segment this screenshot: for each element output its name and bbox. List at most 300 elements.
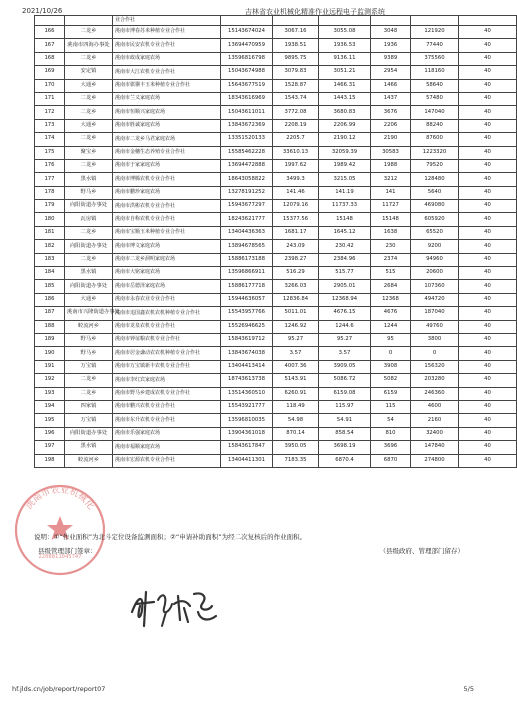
cell-qualified-area: 3.57 bbox=[319, 347, 371, 360]
cell-phone: 15843619712 bbox=[221, 333, 273, 346]
cell-unit-price: 40 bbox=[459, 400, 517, 413]
cell-town: 向阳街道办事处 bbox=[65, 200, 113, 213]
cell-work-area: 2398.27 bbox=[273, 253, 319, 266]
table-row bbox=[35, 454, 517, 467]
cell-phone: 15943677297 bbox=[221, 200, 273, 213]
cell-amount: 1223320 bbox=[411, 146, 459, 159]
cell-coop: 洮南市乐强家庭农场 bbox=[113, 427, 221, 440]
cell-phone: 15585462228 bbox=[221, 146, 273, 159]
cell-unit-price: 40 bbox=[459, 119, 517, 132]
handwritten-signature bbox=[128, 582, 220, 630]
cell-phone: 15944636057 bbox=[221, 293, 273, 306]
cell-work-area: 1938.51 bbox=[273, 39, 319, 52]
cell-work-area: 54.98 bbox=[273, 414, 319, 427]
cell-work-area: 4007.36 bbox=[273, 360, 319, 373]
cell-no: 179 bbox=[35, 200, 65, 213]
cell-unit-price: 40 bbox=[459, 441, 517, 454]
cell-no: 186 bbox=[35, 293, 65, 306]
cell-qualified-area: 2384.96 bbox=[319, 253, 371, 266]
cell-qualified-area: 2206.99 bbox=[319, 119, 371, 132]
cell-town: 野马乡 bbox=[65, 333, 113, 346]
table-row bbox=[35, 159, 517, 172]
cell-phone: 13596866911 bbox=[221, 267, 273, 280]
cell-town: 野马乡 bbox=[65, 186, 113, 199]
cell-phone: 15543957766 bbox=[221, 307, 273, 320]
cell-work-area: 7183.35 bbox=[273, 454, 319, 467]
cell-town: 二龙乡 bbox=[65, 26, 113, 39]
cell-no: 177 bbox=[35, 173, 65, 186]
seal-number: 2208811045747 bbox=[38, 554, 82, 560]
cell-no: 187 bbox=[35, 307, 65, 320]
cell-town: 二龙乡 bbox=[65, 92, 113, 105]
cell-amount: 58640 bbox=[411, 79, 459, 92]
cell-town: 蛟流河乡 bbox=[65, 320, 113, 333]
cell-unit-price: 40 bbox=[459, 226, 517, 239]
seal-text: 洮南市农业机械化 bbox=[24, 485, 96, 512]
cell-no: 181 bbox=[35, 226, 65, 239]
cell-no: 192 bbox=[35, 374, 65, 387]
cell-no: 193 bbox=[35, 387, 65, 400]
cell-work-area: 15377.56 bbox=[273, 213, 319, 226]
cell-work-area: 5143.91 bbox=[273, 374, 319, 387]
cell-phone: 18243621777 bbox=[221, 213, 273, 226]
cell-coop: 洮南市追国鑫农机农机种植专业合作社 bbox=[113, 307, 221, 320]
cell-phone: 13694472888 bbox=[221, 159, 273, 172]
cell-qualified-area: 3215.05 bbox=[319, 173, 371, 186]
cell-phone: 15886173188 bbox=[221, 253, 273, 266]
cell-subsidy-area: 230 bbox=[371, 240, 411, 253]
cell-coop: 洮南市东升农机专业合作社 bbox=[113, 414, 221, 427]
cell-phone: 18743613738 bbox=[221, 374, 273, 387]
cell-subsidy-area: 515 bbox=[371, 267, 411, 280]
cell-town: 黑水镇 bbox=[65, 173, 113, 186]
cell-qualified-area: 5086.72 bbox=[319, 374, 371, 387]
cell-no: 180 bbox=[35, 213, 65, 226]
cell-phone: 18343616969 bbox=[221, 92, 273, 105]
cell-amount: 246360 bbox=[411, 387, 459, 400]
cell-town: 安定镇 bbox=[65, 66, 113, 79]
cell-qualified-area: 1936.53 bbox=[319, 39, 371, 52]
cell-amount: 121920 bbox=[411, 26, 459, 39]
table-row bbox=[35, 280, 517, 293]
cell-no: 169 bbox=[35, 66, 65, 79]
cell-subsidy-area: 2684 bbox=[371, 280, 411, 293]
cell-unit-price: 40 bbox=[459, 159, 517, 172]
cell-no: 189 bbox=[35, 333, 65, 346]
cell-no: 191 bbox=[35, 360, 65, 373]
cell-town: 向阳街道办事处 bbox=[65, 240, 113, 253]
cell-qualified-area: 4676.15 bbox=[319, 307, 371, 320]
cell-no: 182 bbox=[35, 240, 65, 253]
cell-amount: 87600 bbox=[411, 133, 459, 146]
report-table-container bbox=[34, 15, 491, 468]
cell-coop: 洮南市钟谊粮农机专业合作社 bbox=[113, 333, 221, 346]
cell-work-area: 3266.03 bbox=[273, 280, 319, 293]
cell-amount: 77440 bbox=[411, 39, 459, 52]
cell-subsidy-area: 30583 bbox=[371, 146, 411, 159]
cell-unit-price: 40 bbox=[459, 186, 517, 199]
cell-no: 197 bbox=[35, 441, 65, 454]
cell-town: 野马乡 bbox=[65, 347, 113, 360]
cell-amount: 4600 bbox=[411, 400, 459, 413]
cell-qualified-area: 1244.6 bbox=[319, 320, 371, 333]
cell-coop: 洮南市恒顺兴家庭农场 bbox=[113, 106, 221, 119]
cell-coop: 洮南市自称农机专业合作社 bbox=[113, 213, 221, 226]
cell-subsidy-area: 1466 bbox=[371, 79, 411, 92]
cell-work-area: 3.57 bbox=[273, 347, 319, 360]
explanation-note: 说明：①“作业面积”为北斗定位设备监测面积；②“申请补助面积”为经二次复核后的作业面积。 bbox=[34, 533, 307, 541]
cell-amount: 156320 bbox=[411, 360, 459, 373]
cell-work-area: 1997.62 bbox=[273, 159, 319, 172]
table-row bbox=[35, 414, 517, 427]
cell-work-area: 118.49 bbox=[273, 400, 319, 413]
cell-coop: 洮南市骐骥丰玉米种植专业合作社 bbox=[113, 79, 221, 92]
footer-url: hf.jlds.cn/job/report/report07 bbox=[12, 685, 106, 693]
cell-work-area: 1543.74 bbox=[273, 92, 319, 105]
cell-unit-price: 40 bbox=[459, 427, 517, 440]
cell-town: 二龙乡 bbox=[65, 133, 113, 146]
cell-amount: 107360 bbox=[411, 280, 459, 293]
cell-coop: 洮南市博腾农机专业合作社 bbox=[113, 173, 221, 186]
cell-unit-price: 40 bbox=[459, 200, 517, 213]
table-row bbox=[35, 146, 517, 159]
table-row bbox=[35, 360, 517, 373]
cell-amount: 0 bbox=[411, 347, 459, 360]
table-row bbox=[35, 26, 517, 39]
org-signature-label: 县级管理部门签章： bbox=[38, 547, 97, 555]
cell-subsidy-area: 2190 bbox=[371, 133, 411, 146]
cell-town: 二龙乡 bbox=[65, 226, 113, 239]
cell-amount: 65520 bbox=[411, 226, 459, 239]
table-row bbox=[35, 173, 517, 186]
cell-town: 大通乡 bbox=[65, 293, 113, 306]
table-row bbox=[35, 333, 517, 346]
cell-qualified-area: 3055.08 bbox=[319, 26, 371, 39]
cell-qualified-area: 15148 bbox=[319, 213, 371, 226]
cell-subsidy-area: 15148 bbox=[371, 213, 411, 226]
cell-subsidy-area: 3212 bbox=[371, 173, 411, 186]
cell-work-area: 5011.01 bbox=[273, 307, 319, 320]
cell-work-area: 12836.84 bbox=[273, 293, 319, 306]
cell-phone: 15643677519 bbox=[221, 79, 273, 92]
cell-town: 二龙乡 bbox=[65, 159, 113, 172]
cell-phone: 15843617847 bbox=[221, 441, 273, 454]
cell-coop: 洮南市李红宾家庭农场 bbox=[113, 374, 221, 387]
table-row bbox=[35, 200, 517, 213]
cell-work-area: 141.46 bbox=[273, 186, 319, 199]
cell-qualified-area: 115.97 bbox=[319, 400, 371, 413]
table-row bbox=[35, 92, 517, 105]
table-row bbox=[35, 39, 517, 52]
cell-subsidy-area: 54 bbox=[371, 414, 411, 427]
report-table bbox=[34, 15, 517, 468]
cell-subsidy-area: 4676 bbox=[371, 307, 411, 320]
cell-amount: 57480 bbox=[411, 92, 459, 105]
cell-amount: 147040 bbox=[411, 106, 459, 119]
cell-work-area: 6260.91 bbox=[273, 387, 319, 400]
cell-work-area: 3499.3 bbox=[273, 173, 319, 186]
table-row bbox=[35, 374, 517, 387]
cell-no: 183 bbox=[35, 253, 65, 266]
cell-coop: 洮南市二龙乡洞明家庭农场 bbox=[113, 253, 221, 266]
cell-amount: 128480 bbox=[411, 173, 459, 186]
cell-unit-price: 40 bbox=[459, 39, 517, 52]
cell-qualified-area: 12368.94 bbox=[319, 293, 371, 306]
cell-phone: 13843672369 bbox=[221, 119, 273, 132]
cell-no: 178 bbox=[35, 186, 65, 199]
cell-unit-price: 40 bbox=[459, 414, 517, 427]
cell-coop: 洮南市鹏珍家庭农场 bbox=[113, 186, 221, 199]
cell-phone: 15543921777 bbox=[221, 400, 273, 413]
cell-unit-price: 40 bbox=[459, 213, 517, 226]
cell-unit-price: 40 bbox=[459, 333, 517, 346]
table-row bbox=[35, 106, 517, 119]
cell-amount: 375560 bbox=[411, 52, 459, 65]
cell-unit-price: 40 bbox=[459, 454, 517, 467]
cell-subsidy-area: 3676 bbox=[371, 106, 411, 119]
table-row bbox=[35, 307, 517, 320]
cell-amount: 605920 bbox=[411, 213, 459, 226]
official-seal bbox=[10, 480, 110, 580]
cell-qualified-area: 1989.42 bbox=[319, 159, 371, 172]
cell-town: 二龙乡 bbox=[65, 52, 113, 65]
page-number: 5/5 bbox=[463, 685, 474, 693]
cell-no: 168 bbox=[35, 52, 65, 65]
cell-no: 170 bbox=[35, 79, 65, 92]
table-row bbox=[35, 79, 517, 92]
cell-coop: 洮南市二龙乡马君家庭农场 bbox=[113, 133, 221, 146]
cell-qualified-area: 6870.4 bbox=[319, 454, 371, 467]
cell-phone: 15143674024 bbox=[221, 26, 273, 39]
cell-unit-price: 40 bbox=[459, 320, 517, 333]
cell-town: 二龙乡 bbox=[65, 387, 113, 400]
cell-phone: 13404411301 bbox=[221, 454, 273, 467]
cell-town: 万宝镇 bbox=[65, 360, 113, 373]
cell-work-area: 2208.19 bbox=[273, 119, 319, 132]
cell-qualified-area: 3051.21 bbox=[319, 66, 371, 79]
cell-unit-price: 40 bbox=[459, 293, 517, 306]
cell-work-area: 12079.16 bbox=[273, 200, 319, 213]
cell-work-area: 2205.7 bbox=[273, 133, 319, 146]
cell-no: 175 bbox=[35, 146, 65, 159]
cell-coop: 洮南市福顺家庭农场 bbox=[113, 441, 221, 454]
cell-phone: 15886177718 bbox=[221, 280, 273, 293]
cell-unit-price: 40 bbox=[459, 106, 517, 119]
cell-unit-price: 40 bbox=[459, 26, 517, 39]
table-row bbox=[35, 66, 517, 79]
cell-phone: 13843674038 bbox=[221, 347, 273, 360]
page-title: 吉林省农业机械化精准作业远程电子监测系统 bbox=[245, 8, 385, 16]
cell-unit-price: 40 bbox=[459, 307, 517, 320]
cell-no: 194 bbox=[35, 400, 65, 413]
cell-town: 瓦房镇 bbox=[65, 213, 113, 226]
cell-subsidy-area: 6159 bbox=[371, 387, 411, 400]
cell-coop: 洮南市大铭家庭农场 bbox=[113, 267, 221, 280]
cell-subsidy-area: 95 bbox=[371, 333, 411, 346]
cell-coop: 洮南市居金谦动农农机种植专业合作社 bbox=[113, 347, 221, 360]
cell-amount: 118160 bbox=[411, 66, 459, 79]
cell-town: 蛟流河乡 bbox=[65, 454, 113, 467]
cell-no: 167 bbox=[35, 39, 65, 52]
cell-no: 184 bbox=[35, 267, 65, 280]
cell-unit-price: 40 bbox=[459, 133, 517, 146]
cell-qualified-area: 230.42 bbox=[319, 240, 371, 253]
cell-unit-price: 40 bbox=[459, 387, 517, 400]
table-row bbox=[35, 226, 517, 239]
cell-no: 166 bbox=[35, 26, 65, 39]
cell-coop: 洮南市于家家庭农场 bbox=[113, 159, 221, 172]
cell-amount: 94960 bbox=[411, 253, 459, 266]
cell-coop: 洮南市宝顺玉米种植专业合作社 bbox=[113, 226, 221, 239]
cell-qualified-area: 3680.83 bbox=[319, 106, 371, 119]
cell-amount: 147840 bbox=[411, 441, 459, 454]
cell-no: 173 bbox=[35, 119, 65, 132]
cell-qualified-area: 3909.05 bbox=[319, 360, 371, 373]
cell-no: 171 bbox=[35, 92, 65, 105]
cell-no: 196 bbox=[35, 427, 65, 440]
cell-amount: 9200 bbox=[411, 240, 459, 253]
table-row bbox=[35, 320, 517, 333]
table-row bbox=[35, 119, 517, 132]
cell-subsidy-area: 11727 bbox=[371, 200, 411, 213]
cell-subsidy-area: 2374 bbox=[371, 253, 411, 266]
cell-coop: 洮南市永春农业专业合作社 bbox=[113, 293, 221, 306]
table-row bbox=[35, 253, 517, 266]
cell-town: 聚宝乡 bbox=[65, 146, 113, 159]
cell-work-area: 1528.87 bbox=[273, 79, 319, 92]
cell-town: 二龙乡 bbox=[65, 374, 113, 387]
cell-qualified-area: 54.91 bbox=[319, 414, 371, 427]
cell-subsidy-area: 3696 bbox=[371, 441, 411, 454]
cell-unit-price: 40 bbox=[459, 267, 517, 280]
cell-coop: 洮南市宏源农机专业合作社 bbox=[113, 454, 221, 467]
cell-town: 黑水镇 bbox=[65, 267, 113, 280]
cell-amount: 49760 bbox=[411, 320, 459, 333]
cell-unit-price: 40 bbox=[459, 52, 517, 65]
cell-coop: 洮南市洪彬农机专业合作社 bbox=[113, 200, 221, 213]
cell-town: 向阳街道办事处 bbox=[65, 280, 113, 293]
cell-subsidy-area: 1437 bbox=[371, 92, 411, 105]
cell-work-area: 3079.83 bbox=[273, 66, 319, 79]
cell-qualified-area: 6159.08 bbox=[319, 387, 371, 400]
cell-work-area: 516.29 bbox=[273, 267, 319, 280]
cell-coop: 洮南市大江农机专业合作社 bbox=[113, 66, 221, 79]
retention-note: （县级政府、管理部门留存） bbox=[379, 547, 464, 555]
cell-unit-price: 40 bbox=[459, 360, 517, 373]
cell-qualified-area: 1645.12 bbox=[319, 226, 371, 239]
cell-unit-price: 40 bbox=[459, 79, 517, 92]
cell-coop: 洮南市博文家庭农场 bbox=[113, 240, 221, 253]
cell-phone: 13596810035 bbox=[221, 414, 273, 427]
cell-coop: 洮南市鹏兴农机专业合作社 bbox=[113, 400, 221, 413]
cell-subsidy-area: 1244 bbox=[371, 320, 411, 333]
cell-town: 洮南市四海办事处 bbox=[65, 39, 113, 52]
cell-phone: 18643058822 bbox=[221, 173, 273, 186]
cell-work-area: 95.27 bbox=[273, 333, 319, 346]
cell-town: 四家镇 bbox=[65, 400, 113, 413]
cell-unit-price: 40 bbox=[459, 374, 517, 387]
cell-unit-price: 40 bbox=[459, 347, 517, 360]
print-date: 2021/10/26 bbox=[22, 7, 63, 15]
cell-subsidy-area: 1936 bbox=[371, 39, 411, 52]
cell-work-area: 3772.08 bbox=[273, 106, 319, 119]
cell-phone: 13694470959 bbox=[221, 39, 273, 52]
cell-phone: 15043674988 bbox=[221, 66, 273, 79]
cell-qualified-area: 3698.19 bbox=[319, 441, 371, 454]
cell-work-area: 1681.17 bbox=[273, 226, 319, 239]
cell-coop: 洮南市胜诚家庭农场 bbox=[113, 119, 221, 132]
cell-subsidy-area: 2206 bbox=[371, 119, 411, 132]
cell-work-area: 33610.13 bbox=[273, 146, 319, 159]
table-row-partial bbox=[35, 16, 517, 26]
cell-qualified-area: 32059.39 bbox=[319, 146, 371, 159]
cell-qualified-area: 11737.33 bbox=[319, 200, 371, 213]
cell-town: 大通乡 bbox=[65, 79, 113, 92]
cell-qualified-area: 141.19 bbox=[319, 186, 371, 199]
cell-coop: 洮南市政成家庭农场 bbox=[113, 52, 221, 65]
table-row bbox=[35, 240, 517, 253]
cell-unit-price: 40 bbox=[459, 146, 517, 159]
cell-subsidy-area: 3908 bbox=[371, 360, 411, 373]
cell-coop: 洮南市金穗生态养殖专业合作社 bbox=[113, 146, 221, 159]
cell-subsidy-area: 5082 bbox=[371, 374, 411, 387]
table-row bbox=[35, 213, 517, 226]
cell-amount: 88240 bbox=[411, 119, 459, 132]
cell-qualified-area: 1443.15 bbox=[319, 92, 371, 105]
cell-phone: 13894678565 bbox=[221, 240, 273, 253]
cell-amount: 469080 bbox=[411, 200, 459, 213]
cell-coop: 洮南市岳德泽家庭农场 bbox=[113, 280, 221, 293]
cell-coop: 业合作社 bbox=[113, 16, 221, 26]
cell-amount: 2160 bbox=[411, 414, 459, 427]
cell-phone: 13514360510 bbox=[221, 387, 273, 400]
cell-amount: 3800 bbox=[411, 333, 459, 346]
cell-town: 二龙乡 bbox=[65, 106, 113, 119]
table-row bbox=[35, 133, 517, 146]
table-row bbox=[35, 400, 517, 413]
cell-unit-price: 40 bbox=[459, 173, 517, 186]
cell-subsidy-area: 2954 bbox=[371, 66, 411, 79]
cell-coop: 洮南市万宝镇新丰农机专业合作社 bbox=[113, 360, 221, 373]
cell-town: 洮南市兴隆街道办事处 bbox=[65, 307, 113, 320]
cell-coop: 洮南市博春苏米种植专业合作社 bbox=[113, 26, 221, 39]
report-table-body bbox=[35, 16, 517, 468]
cell-phone: 13596816798 bbox=[221, 52, 273, 65]
cell-work-area: 3950.05 bbox=[273, 441, 319, 454]
table-row bbox=[35, 347, 517, 360]
cell-town: 向阳街道办事处 bbox=[65, 427, 113, 440]
cell-town: 黑水镇 bbox=[65, 441, 113, 454]
cell-amount: 79520 bbox=[411, 159, 459, 172]
cell-no: 188 bbox=[35, 320, 65, 333]
cell-coop: 洮南市野马乡建成农机专业合作社 bbox=[113, 387, 221, 400]
cell-subsidy-area: 1988 bbox=[371, 159, 411, 172]
cell-unit-price: 40 bbox=[459, 66, 517, 79]
svg-text:洮南市农业机械化 bbox=[23, 483, 97, 511]
cell-subsidy-area: 0 bbox=[371, 347, 411, 360]
cell-unit-price: 40 bbox=[459, 92, 517, 105]
cell-no: 198 bbox=[35, 454, 65, 467]
cell-amount: 203280 bbox=[411, 374, 459, 387]
cell-work-area: 243.09 bbox=[273, 240, 319, 253]
cell-amount: 32400 bbox=[411, 427, 459, 440]
cell-coop: 洮南市龙泉农机专业合作社 bbox=[113, 320, 221, 333]
cell-qualified-area: 515.77 bbox=[319, 267, 371, 280]
cell-qualified-area: 9136.11 bbox=[319, 52, 371, 65]
cell-amount: 20600 bbox=[411, 267, 459, 280]
cell-subsidy-area: 115 bbox=[371, 400, 411, 413]
cell-town: 大通乡 bbox=[65, 119, 113, 132]
